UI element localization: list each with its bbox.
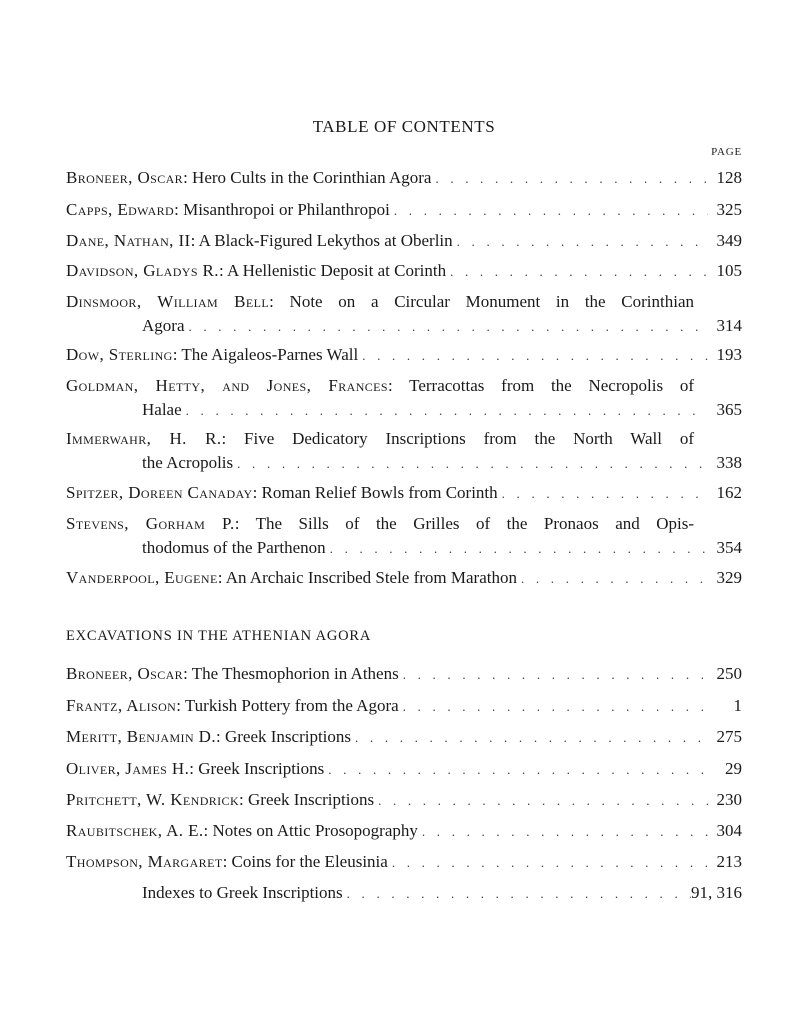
toc-entry[interactable] [66,198,742,222]
section-heading: EXCAVATIONS IN THE ATHENIAN AGORA [66,628,372,644]
entry-author: Broneer, Oscar [66,168,184,187]
toc-entry[interactable] [66,343,742,367]
toc-entry[interactable] [66,819,742,843]
toc-entry[interactable] [66,290,742,338]
index-entry[interactable] [142,881,742,905]
dot-leader [326,537,708,561]
entry-page: 304 [716,821,742,840]
index-label: Indexes to Greek Inscriptions [142,883,343,902]
entry-author: Pritchett, W. Kendrick [66,790,240,809]
entry-title: : A Black-Figured Lekythos at Oberlin [190,231,453,250]
entry-author: Stevens, Gorham P. [66,514,235,533]
index-pages: 91, 316 [691,883,742,902]
entry-page: 250 [716,664,742,683]
entry-page: 1 [733,696,742,715]
entry-title-continued: the Acropolis [142,453,234,472]
toc-entry[interactable] [66,229,742,253]
entry-title: : Notes on Attic Prosopography [203,821,418,840]
toc-entry[interactable] [66,788,742,812]
entry-author: Capps, Edward [66,200,175,219]
entry-author: Dow, Sterling [66,345,173,364]
entry-author: Dinsmoor, William Bell [66,292,270,311]
entry-page: 275 [716,727,742,746]
entry-title: : The Sills of the Grilles of the Pronaos and Opis- [234,514,695,533]
toc-entry[interactable] [66,166,742,190]
entry-title: : The Aigaleos-Parnes Wall [172,345,359,364]
entry-title: : Misanthropoi or Philanthropoi [174,200,390,219]
entry-title-continued: thodomus of the Parthenon [142,538,326,557]
entry-author: Meritt, Benjamin D. [66,727,216,746]
toc-entry[interactable] [66,694,742,718]
dot-leader [399,695,708,719]
toc-entry[interactable] [66,512,742,560]
entry-page: 29 [725,759,742,778]
entry-title: : Coins for the Eleusinia [222,852,388,871]
dot-leader [184,315,708,339]
entry-author: Dane, Nathan, II [66,231,191,250]
dot-leader [182,399,708,423]
dot-leader [453,230,708,254]
toc-entry[interactable] [66,481,742,505]
entry-page: 162 [716,483,742,502]
entry-title: : Hero Cults in the Corinthian Agora [183,168,432,187]
entry-author: Spitzer, Doreen Canaday [66,483,253,502]
entry-page: 193 [716,345,742,364]
dot-leader [446,260,708,284]
toc-entry[interactable] [66,725,742,749]
toc-entry[interactable] [66,566,742,590]
entry-title: : An Archaic Inscribed Stele from Marathon [217,568,517,587]
toc-entry[interactable] [66,662,742,686]
entry-author: Raubitschek, A. E. [66,821,204,840]
entry-page: 329 [716,568,742,587]
entry-title-continued: Agora [142,316,185,335]
entry-page: 354 [716,538,742,557]
entry-author: Goldman, Hetty, and Jones, Frances [66,376,388,395]
entry-page: 230 [716,790,742,809]
page-column-label: PAGE [711,146,742,158]
entry-author: Thompson, Margaret [66,852,223,871]
dot-leader [418,820,708,844]
dot-leader [351,726,708,750]
entry-page: 349 [716,231,742,250]
dot-leader [390,199,708,223]
entry-page: 105 [716,261,742,280]
entry-title: : Roman Relief Bowls from Corinth [252,483,498,502]
entry-title: : Five Dedicatory Inscriptions from the North Wall of [221,429,694,448]
entry-title: : A Hellenistic Deposit at Corinth [218,261,447,280]
entry-title: : Greek Inscriptions [239,790,375,809]
dot-leader [431,167,708,191]
dot-leader [374,789,708,813]
entry-title: : Note on a Circular Monument in the Corinthian [269,292,695,311]
entry-page: 314 [716,316,742,335]
dot-leader [233,452,708,476]
entry-author: Frantz, Alison [66,696,177,715]
entry-page: 325 [716,200,742,219]
dot-leader [343,882,691,906]
entry-title: : Greek Inscriptions [189,759,325,778]
entry-author: Broneer, Oscar [66,664,184,683]
toc-entry[interactable] [66,259,742,283]
entry-author: Oliver, James H. [66,759,190,778]
dot-leader [498,482,708,506]
dot-leader [399,663,708,687]
toc-entry[interactable] [66,427,742,475]
entry-page: 365 [716,400,742,419]
entry-title: : Turkish Pottery from the Agora [176,696,399,715]
toc-entry[interactable] [66,374,742,422]
dot-leader [358,344,708,368]
dot-leader [517,567,708,591]
entry-author: Davidson, Gladys R. [66,261,219,280]
toc-entry[interactable] [66,850,742,874]
entry-page: 213 [716,852,742,871]
entry-title: : The Thesmophorion in Athens [183,664,399,683]
entry-author: Immerwahr, H. R. [66,429,222,448]
entry-title-continued: Halae [142,400,182,419]
toc-entry[interactable] [66,757,742,781]
dot-leader [388,851,708,875]
entry-page: 128 [716,168,742,187]
entry-author: Vanderpool, Eugene [66,568,218,587]
entry-title: : Terracottas from the Necropolis of [387,376,694,395]
dot-leader [324,758,708,782]
entry-page: 338 [716,453,742,472]
entry-title: : Greek Inscriptions [216,727,352,746]
page-title: TABLE OF CONTENTS [312,117,496,136]
